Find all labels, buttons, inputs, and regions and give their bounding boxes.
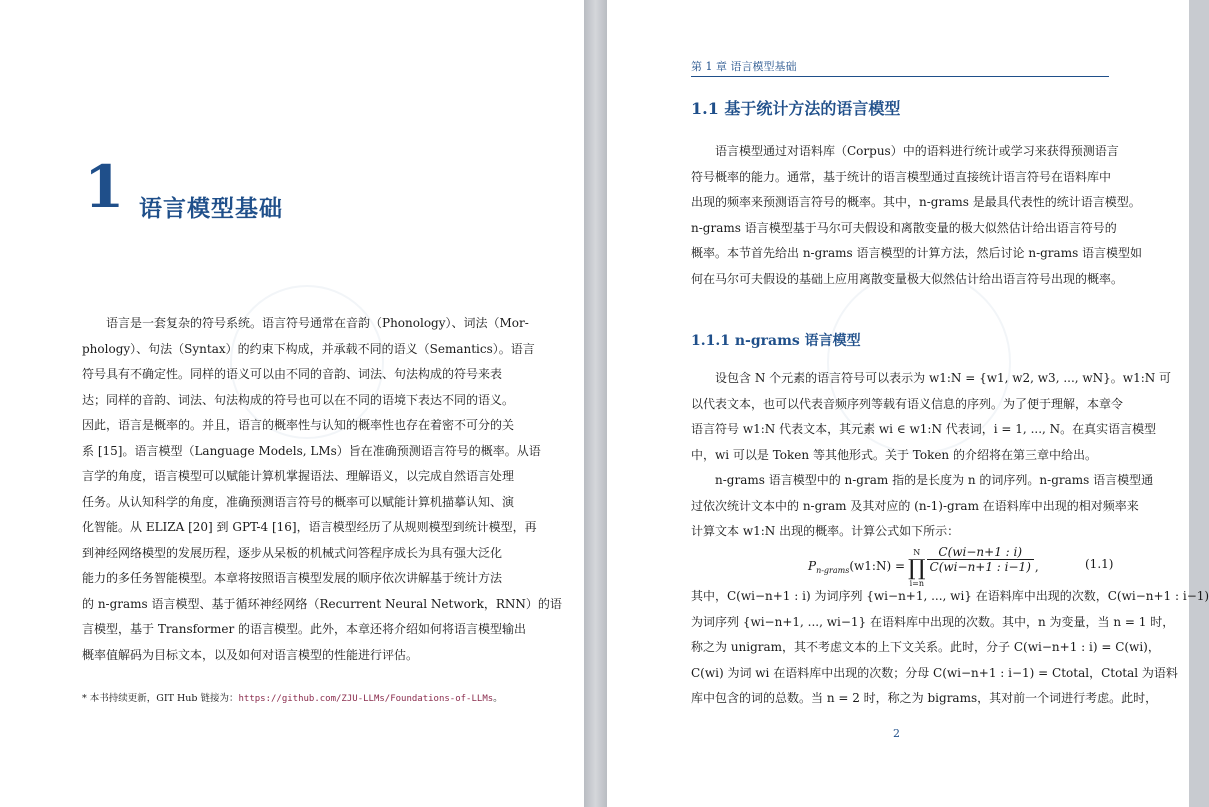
text-line: 符号概率的能力。通常，基于统计的语言模型通过直接统计语言符号在语料库中 bbox=[691, 169, 1112, 184]
text-line: 以代表文本，也可以代表音频序列等载有语义信息的序列。为了便于理解，本章令 bbox=[691, 396, 1124, 411]
text-line: 达；同样的音韵、词法、句法构成的符号也可以在不同的语境下表达不同的语义。 bbox=[82, 392, 515, 407]
footnote-text: * 本书持续更新，GIT Hub 链接为： bbox=[82, 693, 239, 704]
text-line: 因此，语言是概率的。并且，语言的概率性与认知的概率性也存在着密不可分的关 bbox=[82, 418, 515, 432]
eq-prod-sign: ∏ bbox=[908, 555, 926, 581]
page-gutter bbox=[584, 0, 607, 807]
left-page bbox=[0, 0, 584, 807]
text-line: 计算文本 w1:N 出现的概率。计算公式如下所示： bbox=[691, 524, 960, 538]
text-line: 过依次统计文本中的 n-gram 及其对应的 (n-1)-gram 在语料库中出现的相对频率来 bbox=[691, 498, 1139, 513]
text-line: 概率。本节首先给出 n-grams 语言模型的计算方法，然后讨论 n-grams 语言模型如 bbox=[691, 246, 1143, 260]
text-line: 库中包含的词的总数。当 n = 2 时，称之为 bigrams，其对前一个词进行考虑。此时， bbox=[691, 691, 1158, 705]
right-page bbox=[607, 0, 1209, 807]
chapter-title: 语言模型基础 bbox=[139, 195, 283, 222]
text-line: 语言模型通过对语料库（Corpus）中的语料进行统计或学习来获得预测语言 bbox=[715, 144, 1119, 158]
eq-numerator: C(wi−n+1 : i) bbox=[938, 545, 1023, 559]
section-paragraph bbox=[691, 139, 1143, 292]
github-link[interactable]: https://github.com/ZJU-LLMs/Foundations-of-LLMs bbox=[238, 694, 494, 704]
intro-paragraph bbox=[82, 311, 562, 668]
footnote-end: 。 bbox=[493, 693, 503, 704]
eq-prod-bottom: i=n bbox=[909, 578, 924, 588]
text-line: 化智能。从 ELIZA [20] 到 GPT-4 [16]，语言模型经历了从规则模型到统计模型，再 bbox=[82, 520, 537, 534]
subsection-title: 1.1.1 n-grams 语言模型 bbox=[691, 333, 861, 349]
after-equation-paragraph bbox=[691, 584, 1209, 712]
text-line: n-grams 语言模型基于马尔可夫假设和离散变量的极大似然估计给出语言符号的 bbox=[691, 220, 1117, 235]
text-line: 概率值解码为目标文本，以及如何对语言模型的性能进行评估。 bbox=[82, 647, 419, 662]
running-head: 第 1 章 语言模型基础 bbox=[691, 58, 1109, 77]
text-line: 的 n-grams 语言模型、基于循环神经网络（Recurrent Neural Network，RNN）的语 bbox=[82, 596, 562, 611]
chapter-number: 1 bbox=[84, 153, 125, 221]
eq-arg: (w1:N) = bbox=[849, 558, 906, 573]
eq-prod-top: N bbox=[913, 547, 921, 557]
subsection-paragraph bbox=[691, 366, 1172, 545]
text-line: 称之为 unigram，其不考虑文本的上下文关系。此时，分子 C(wi−n+1 : i) = C(wi)， bbox=[691, 640, 1160, 654]
text-line: 能力的多任务智能模型。本章将按照语言模型发展的顺序依次讲解基于统计方法 bbox=[82, 571, 503, 585]
text-line: 其中，C(wi−n+1 : i) 为词序列 {wi−n+1, ..., wi} 在语料库中出现的次数，C(wi−n+1 : i−1) bbox=[691, 589, 1209, 603]
text-line: 到神经网络模型的发展历程，逐步从呆板的机械式问答程序成长为具有强大泛化 bbox=[82, 545, 503, 560]
page-number: 2 bbox=[893, 727, 900, 740]
text-line: phology）、句法（Syntax）的约束下构成，并承载不同的语义（Semantics）。语言 bbox=[82, 341, 535, 356]
text-line: 出现的频率来预测语言符号的概率。其中，n-grams 是最具代表性的统计语言模型。 bbox=[691, 195, 1141, 209]
equation-1-1: $P_{n-grams}(w1:N)$ = N C(wi−n+1 : i) , ∏ C(wi−n+1 : i−1) i=n bbox=[808, 545, 1039, 588]
text-line: 系 [15]。语言模型（Language Models, LMs）旨在准确预测语言符号的概率。从语 bbox=[82, 443, 541, 458]
text-line: 言学的角度，语言模型可以赋能计算机掌握语法、理解语义，以完成自然语言处理 bbox=[82, 469, 515, 483]
equation-number: (1.1) bbox=[1085, 557, 1114, 571]
text-line: 语言是一套复杂的符号系统。语言符号通常在音韵（Phonology）、词法（Mor- bbox=[106, 316, 529, 330]
text-line: 为词序列 {wi−n+1, ..., wi−1} 在语料库中出现的次数。其中，n 为变量，当 n = 1 时， bbox=[691, 614, 1175, 629]
text-line: 任务。从认知科学的角度，准确预测语言符号的概率可以赋能计算机描摹认知、演 bbox=[82, 494, 515, 509]
eq-denominator: C(wi−n+1 : i−1) bbox=[929, 560, 1031, 574]
text-line: C(wi) 为词 wi 在语料库中出现的次数；分母 C(wi−n+1 : i−1) = Ctotal，Ctotal 为语料 bbox=[691, 665, 1178, 680]
eq-lhs: P bbox=[808, 558, 817, 573]
text-line: 言模型，基于 Transformer 的语言模型。此外，本章还将介绍如何将语言模型输出 bbox=[82, 622, 527, 636]
footnote bbox=[82, 690, 503, 704]
text-line: 中，wi 可以是 Token 等其他形式。关于 Token 的介绍将在第三章中给出。 bbox=[691, 447, 1097, 462]
text-line: 设包含 N 个元素的语言符号可以表示为 w1:N = {w1, w2, w3, ..., wN}。w1:N 可 bbox=[715, 371, 1172, 385]
text-line: 符号具有不确定性。同样的语义可以由不同的音韵、词法、句法构成的符号来表 bbox=[82, 367, 503, 381]
section-title: 1.1 基于统计方法的语言模型 bbox=[691, 99, 901, 118]
eq-lhs-sub: n-grams bbox=[816, 565, 850, 575]
text-line: 何在马尔可夫假设的基础上应用离散变量极大似然估计给出语言符号出现的概率。 bbox=[691, 271, 1124, 286]
text-line: 语言符号 w1:N 代表文本，其元素 wi ∈ w1:N 代表词，i = 1, ..., N。在真实语言模型 bbox=[691, 422, 1157, 436]
text-line: n-grams 语言模型中的 n-gram 指的是长度为 n 的词序列。n-grams 语言模型通 bbox=[715, 473, 1154, 487]
